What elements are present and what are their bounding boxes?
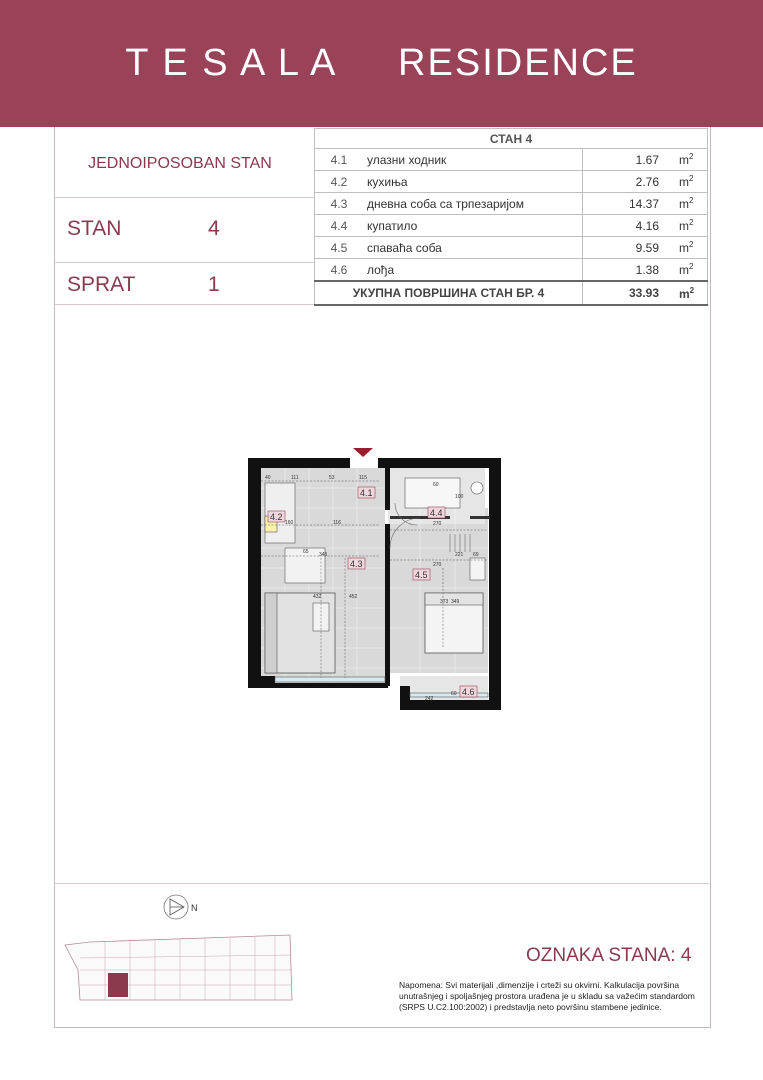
room-area: 1.38 xyxy=(583,259,676,282)
area-unit: $m^2$ xyxy=(675,259,708,282)
room-number: 4.6 xyxy=(315,259,364,282)
sprat-label: SPRAT xyxy=(67,273,136,296)
total-row xyxy=(315,281,708,305)
svg-text:60: 60 xyxy=(451,691,457,697)
svg-text:69: 69 xyxy=(473,552,479,558)
brand-title: T E S A L A RESIDENCE xyxy=(125,42,638,84)
area-unit: $m^2$ xyxy=(675,149,708,171)
svg-text:65: 65 xyxy=(303,549,309,555)
svg-text:111: 111 xyxy=(291,475,299,481)
room-tag-4.1: 4.1 xyxy=(360,488,373,498)
table-row xyxy=(315,171,708,193)
area-unit: $m^2$ xyxy=(675,215,708,237)
svg-text:270: 270 xyxy=(433,562,442,568)
svg-text:349: 349 xyxy=(451,599,460,605)
table-row xyxy=(315,259,708,282)
table-row xyxy=(315,149,708,171)
table-row xyxy=(315,237,708,259)
table-row xyxy=(315,193,708,215)
svg-text:345: 345 xyxy=(319,552,328,558)
room-name: купатило xyxy=(363,215,583,237)
area-unit: $m^2$ xyxy=(675,193,708,215)
area-table-title: СТАН 4 xyxy=(315,129,708,149)
room-number: 4.4 xyxy=(315,215,364,237)
header-banner xyxy=(0,0,763,127)
divider xyxy=(54,883,709,884)
room-area: 1.67 xyxy=(583,149,676,171)
area-table xyxy=(314,128,708,306)
disclaimer-note: Napomena: Svi materijali ,dimenzije i crteži su okvirni. Kalkulacija površina unutrašnjeg i spoljašnjeg prostora urađena je u skladu sa važećim standardom (SRPS U.C2.100:2002) i predstavlja neto površinu stambene jedinice. xyxy=(399,980,695,1012)
divider xyxy=(54,197,314,198)
room-area: 4.16 xyxy=(583,215,676,237)
total-area: 33.93 xyxy=(583,281,676,305)
svg-text:53: 53 xyxy=(329,475,335,481)
area-unit: $m^2$ xyxy=(675,237,708,259)
svg-text:160: 160 xyxy=(285,520,294,526)
apartment-type: JEDNOIPOSOBAN STAN xyxy=(88,155,272,172)
room-tag-4.4: 4.4 xyxy=(430,508,443,518)
divider xyxy=(54,262,314,263)
room-tag-4.6: 4.6 xyxy=(462,687,475,697)
room-tag-4.3: 4.3 xyxy=(350,559,363,569)
apartment-highlight xyxy=(108,973,128,997)
room-number: 4.3 xyxy=(315,193,364,215)
room-area: 9.59 xyxy=(583,237,676,259)
area-unit: $m^2$ xyxy=(675,171,708,193)
stan-label: STAN xyxy=(67,217,122,240)
room-name: спаваћа соба xyxy=(363,237,583,259)
svg-text:270: 270 xyxy=(433,521,442,527)
key-plan xyxy=(60,930,300,1010)
svg-text:40: 40 xyxy=(265,475,271,481)
area-unit: $m^2$ xyxy=(675,281,708,305)
svg-text:242: 242 xyxy=(425,696,434,702)
svg-text:116: 116 xyxy=(333,520,341,526)
svg-text:115: 115 xyxy=(359,475,367,481)
room-name: лођа xyxy=(363,259,583,282)
svg-text:N: N xyxy=(191,903,198,913)
room-name: дневна соба са трпезаријом xyxy=(363,193,583,215)
stan-value: 4 xyxy=(208,217,220,240)
apartment-designation: OZNAKA STANA: 4 xyxy=(526,945,692,966)
north-arrow-icon xyxy=(162,893,202,921)
svg-text:452: 452 xyxy=(349,594,358,600)
room-area: 2.76 xyxy=(583,171,676,193)
entrance-marker xyxy=(353,448,373,457)
room-number: 4.2 xyxy=(315,171,364,193)
room-area: 14.37 xyxy=(583,193,676,215)
room-tag-4.5: 4.5 xyxy=(415,570,428,580)
svg-text:60: 60 xyxy=(433,482,439,488)
room-tag-4.2: 4.2 xyxy=(270,512,283,522)
svg-text:373: 373 xyxy=(440,599,449,605)
floor-plan xyxy=(245,448,503,710)
table-row xyxy=(315,215,708,237)
svg-text:221: 221 xyxy=(455,552,464,558)
svg-text:432: 432 xyxy=(313,594,322,600)
room-name: кухиња xyxy=(363,171,583,193)
sprat-value: 1 xyxy=(208,273,220,296)
svg-text:100: 100 xyxy=(455,494,464,500)
room-number: 4.1 xyxy=(315,149,364,171)
room-name: улазни ходник xyxy=(363,149,583,171)
total-label: УКУПНА ПОВРШИНА СТАН БР. 4 xyxy=(315,281,583,305)
room-number: 4.5 xyxy=(315,237,364,259)
